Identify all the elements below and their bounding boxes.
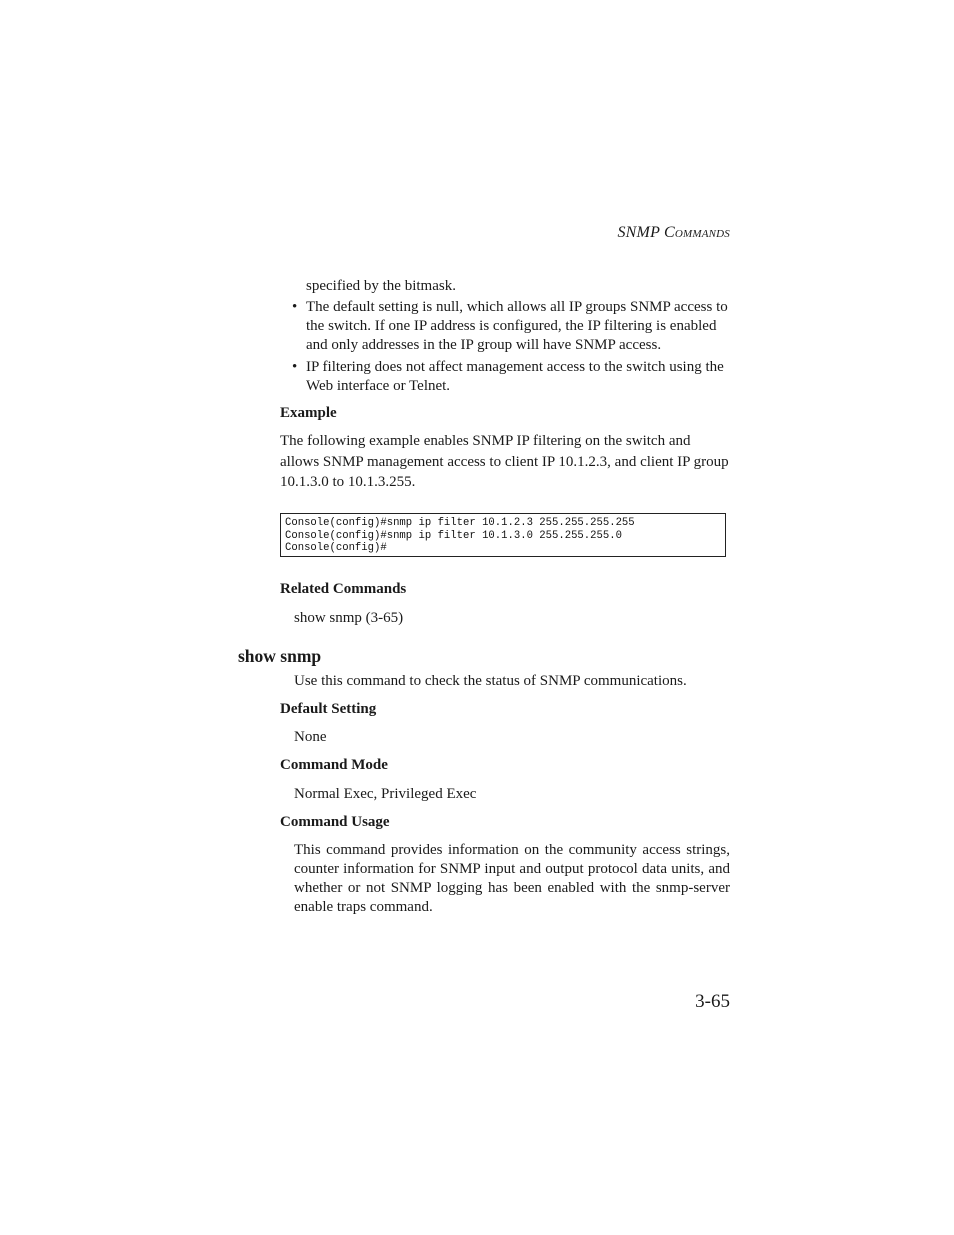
code-line: Console(config)#snmp ip filter 10.1.3.0 255.255.255.0 (285, 529, 622, 542)
command-mode-heading: Command Mode (280, 757, 388, 773)
related-command-reference: show snmp (3-65) (294, 610, 404, 626)
related-commands-heading: Related Commands (280, 581, 407, 597)
section-title: show snmp (238, 646, 322, 666)
continuation-text: specified by the bitmask. (306, 278, 456, 294)
command-usage-text: This command provides information on the community access strings, counter information for SNMP input and output protocol data units, and whether or not SNMP logging has been enabled with the snmp-server enable traps command. (294, 842, 730, 915)
bullet-icon: • (292, 359, 298, 375)
bullet-text: The default setting is null, which allows all IP groups SNMP access to the switch. If one IP address is configured, the IP filtering is enabled and only addresses in the IP group will have SNMP access. (306, 299, 728, 353)
code-block (280, 513, 726, 557)
bullet-list (292, 298, 730, 399)
code-line: Console(config)# (285, 542, 387, 554)
section-description: Use this command to check the status of SNMP communications. (294, 673, 687, 689)
example-heading: Example (280, 405, 337, 421)
running-header: SNMP Commands (617, 224, 730, 241)
default-setting-heading: Default Setting (280, 701, 377, 717)
bullet-text: IP filtering does not affect management access to the switch using the Web interface or Telnet. (306, 359, 724, 394)
list-item (292, 298, 730, 355)
command-mode-value: Normal Exec, Privileged Exec (294, 786, 477, 802)
default-setting-value: None (294, 729, 327, 745)
command-usage-heading: Command Usage (280, 814, 390, 830)
page-number: 3-65 (695, 991, 730, 1012)
code-line: Console(config)#snmp ip filter 10.1.2.3 255.255.255.255 (285, 517, 635, 529)
list-item (292, 358, 730, 396)
bullet-icon: • (292, 299, 298, 315)
example-paragraph: The following example enables SNMP IP filtering on the switch and allows SNMP management access to client IP 10.1.2.3, and client IP group 10.1.3.0 to 10.1.3.255. (280, 433, 729, 490)
